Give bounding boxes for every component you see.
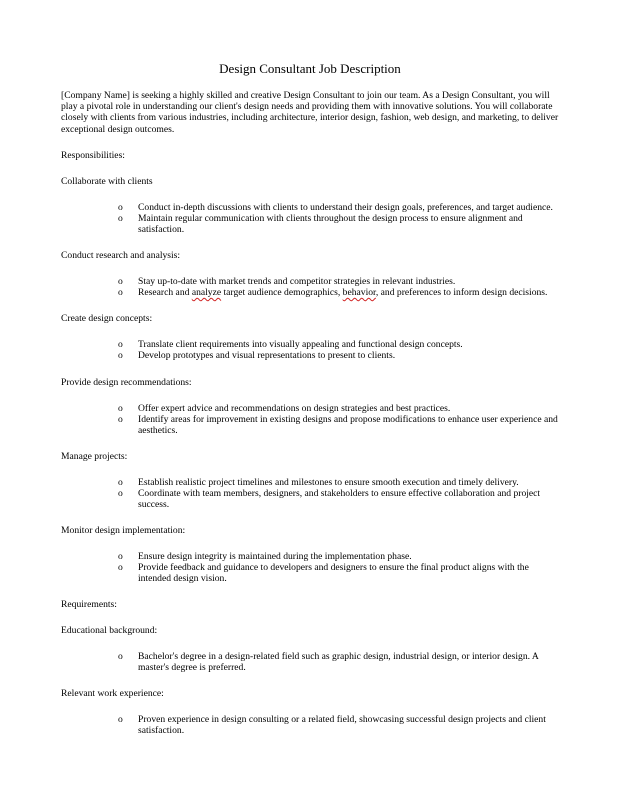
education-list (118, 651, 564, 673)
bullet-marker: o (118, 414, 123, 425)
list-item: o Translate client requirements into visually appealing and functional design concepts. (118, 339, 463, 350)
section-heading-experience: Relevant work experience: (61, 688, 164, 699)
list-item: o Identify areas for improvement in existing designs and propose modifications to enhance user experience and aesthetics. (118, 414, 558, 436)
bullet-marker: o (118, 477, 123, 488)
bullet-marker: o (118, 202, 123, 213)
bullet-marker: o (118, 287, 123, 298)
section-heading-research: Conduct research and analysis: (61, 250, 181, 261)
requirements-heading: Requirements: (61, 599, 117, 610)
bullet-marker: o (118, 562, 123, 573)
collaborate-list (118, 202, 564, 235)
list-item: o Establish realistic project timelines and milestones to ensure smooth execution and timely delivery. (118, 477, 519, 488)
list-item: o Stay up-to-date with market trends and competitor strategies in relevant industries. (118, 276, 456, 287)
list-item: o Research and analyze target audience demographics, behavior, and preferences to inform design decisions. (118, 287, 548, 298)
recommendations-list (118, 403, 564, 436)
section-heading-collaborate: Collaborate with clients (61, 176, 153, 187)
responsibilities-heading: Responsibilities: (61, 150, 125, 161)
section-heading-recommendations: Provide design recommendations: (61, 377, 192, 388)
bullet-marker: o (118, 339, 123, 350)
bullet-marker: o (118, 213, 123, 224)
bullet-marker: o (118, 714, 123, 725)
section-heading-concepts: Create design concepts: (61, 313, 153, 324)
research-list (118, 276, 564, 298)
intro-paragraph: [Company Name] is seeking a highly skilled and creative Design Consultant to join our team. As a Design Consultant, you will play a pivotal role in understanding our client's design needs and providing them with innovative solutions. You will collaborate closely with clients from various industries, including architecture, interior design, fashion, web design, and marketing, to deliver exceptional design outcomes. (61, 90, 559, 135)
list-item: o Offer expert advice and recommendations on design strategies and best practices. (118, 403, 451, 414)
experience-list (118, 714, 564, 736)
list-item: o Ensure design integrity is maintained during the implementation phase. (118, 551, 412, 562)
list-item: o Provide feedback and guidance to developers and designers to ensure the final product aligns with the intended design vision. (118, 562, 529, 584)
document-title: Design Consultant Job Description (219, 61, 401, 76)
bullet-marker: o (118, 350, 123, 361)
bullet-marker: o (118, 488, 123, 499)
spellcheck-flagged-word[interactable]: behavior (342, 287, 376, 298)
list-item: o Develop prototypes and visual representations to present to clients. (118, 350, 396, 361)
list-item: o Maintain regular communication with clients throughout the design process to ensure alignment and satisfaction. (118, 213, 523, 235)
bullet-marker: o (118, 403, 123, 414)
list-item: o Bachelor's degree in a design-related field such as graphic design, industrial design, or interior design. A master's degree is preferred. (118, 651, 539, 673)
monitor-list (118, 551, 564, 584)
bullet-marker: o (118, 651, 123, 662)
bullet-marker: o (118, 551, 123, 562)
section-heading-monitor: Monitor design implementation: (61, 525, 186, 536)
manage-list (118, 477, 564, 510)
list-item: o Proven experience in design consulting or a related field, showcasing successful design projects and client satisfaction. (118, 714, 546, 736)
spellcheck-flagged-word[interactable]: analyze (191, 287, 222, 298)
section-heading-education: Educational background: (61, 625, 158, 636)
section-heading-manage: Manage projects: (61, 451, 128, 462)
list-item: o Coordinate with team members, designers, and stakeholders to ensure effective collaboration and project success. (118, 488, 541, 510)
concepts-list (118, 339, 564, 361)
bullet-marker: o (118, 276, 123, 287)
list-item: o Conduct in-depth discussions with clients to understand their design goals, preferences, and target audience. (118, 202, 553, 213)
